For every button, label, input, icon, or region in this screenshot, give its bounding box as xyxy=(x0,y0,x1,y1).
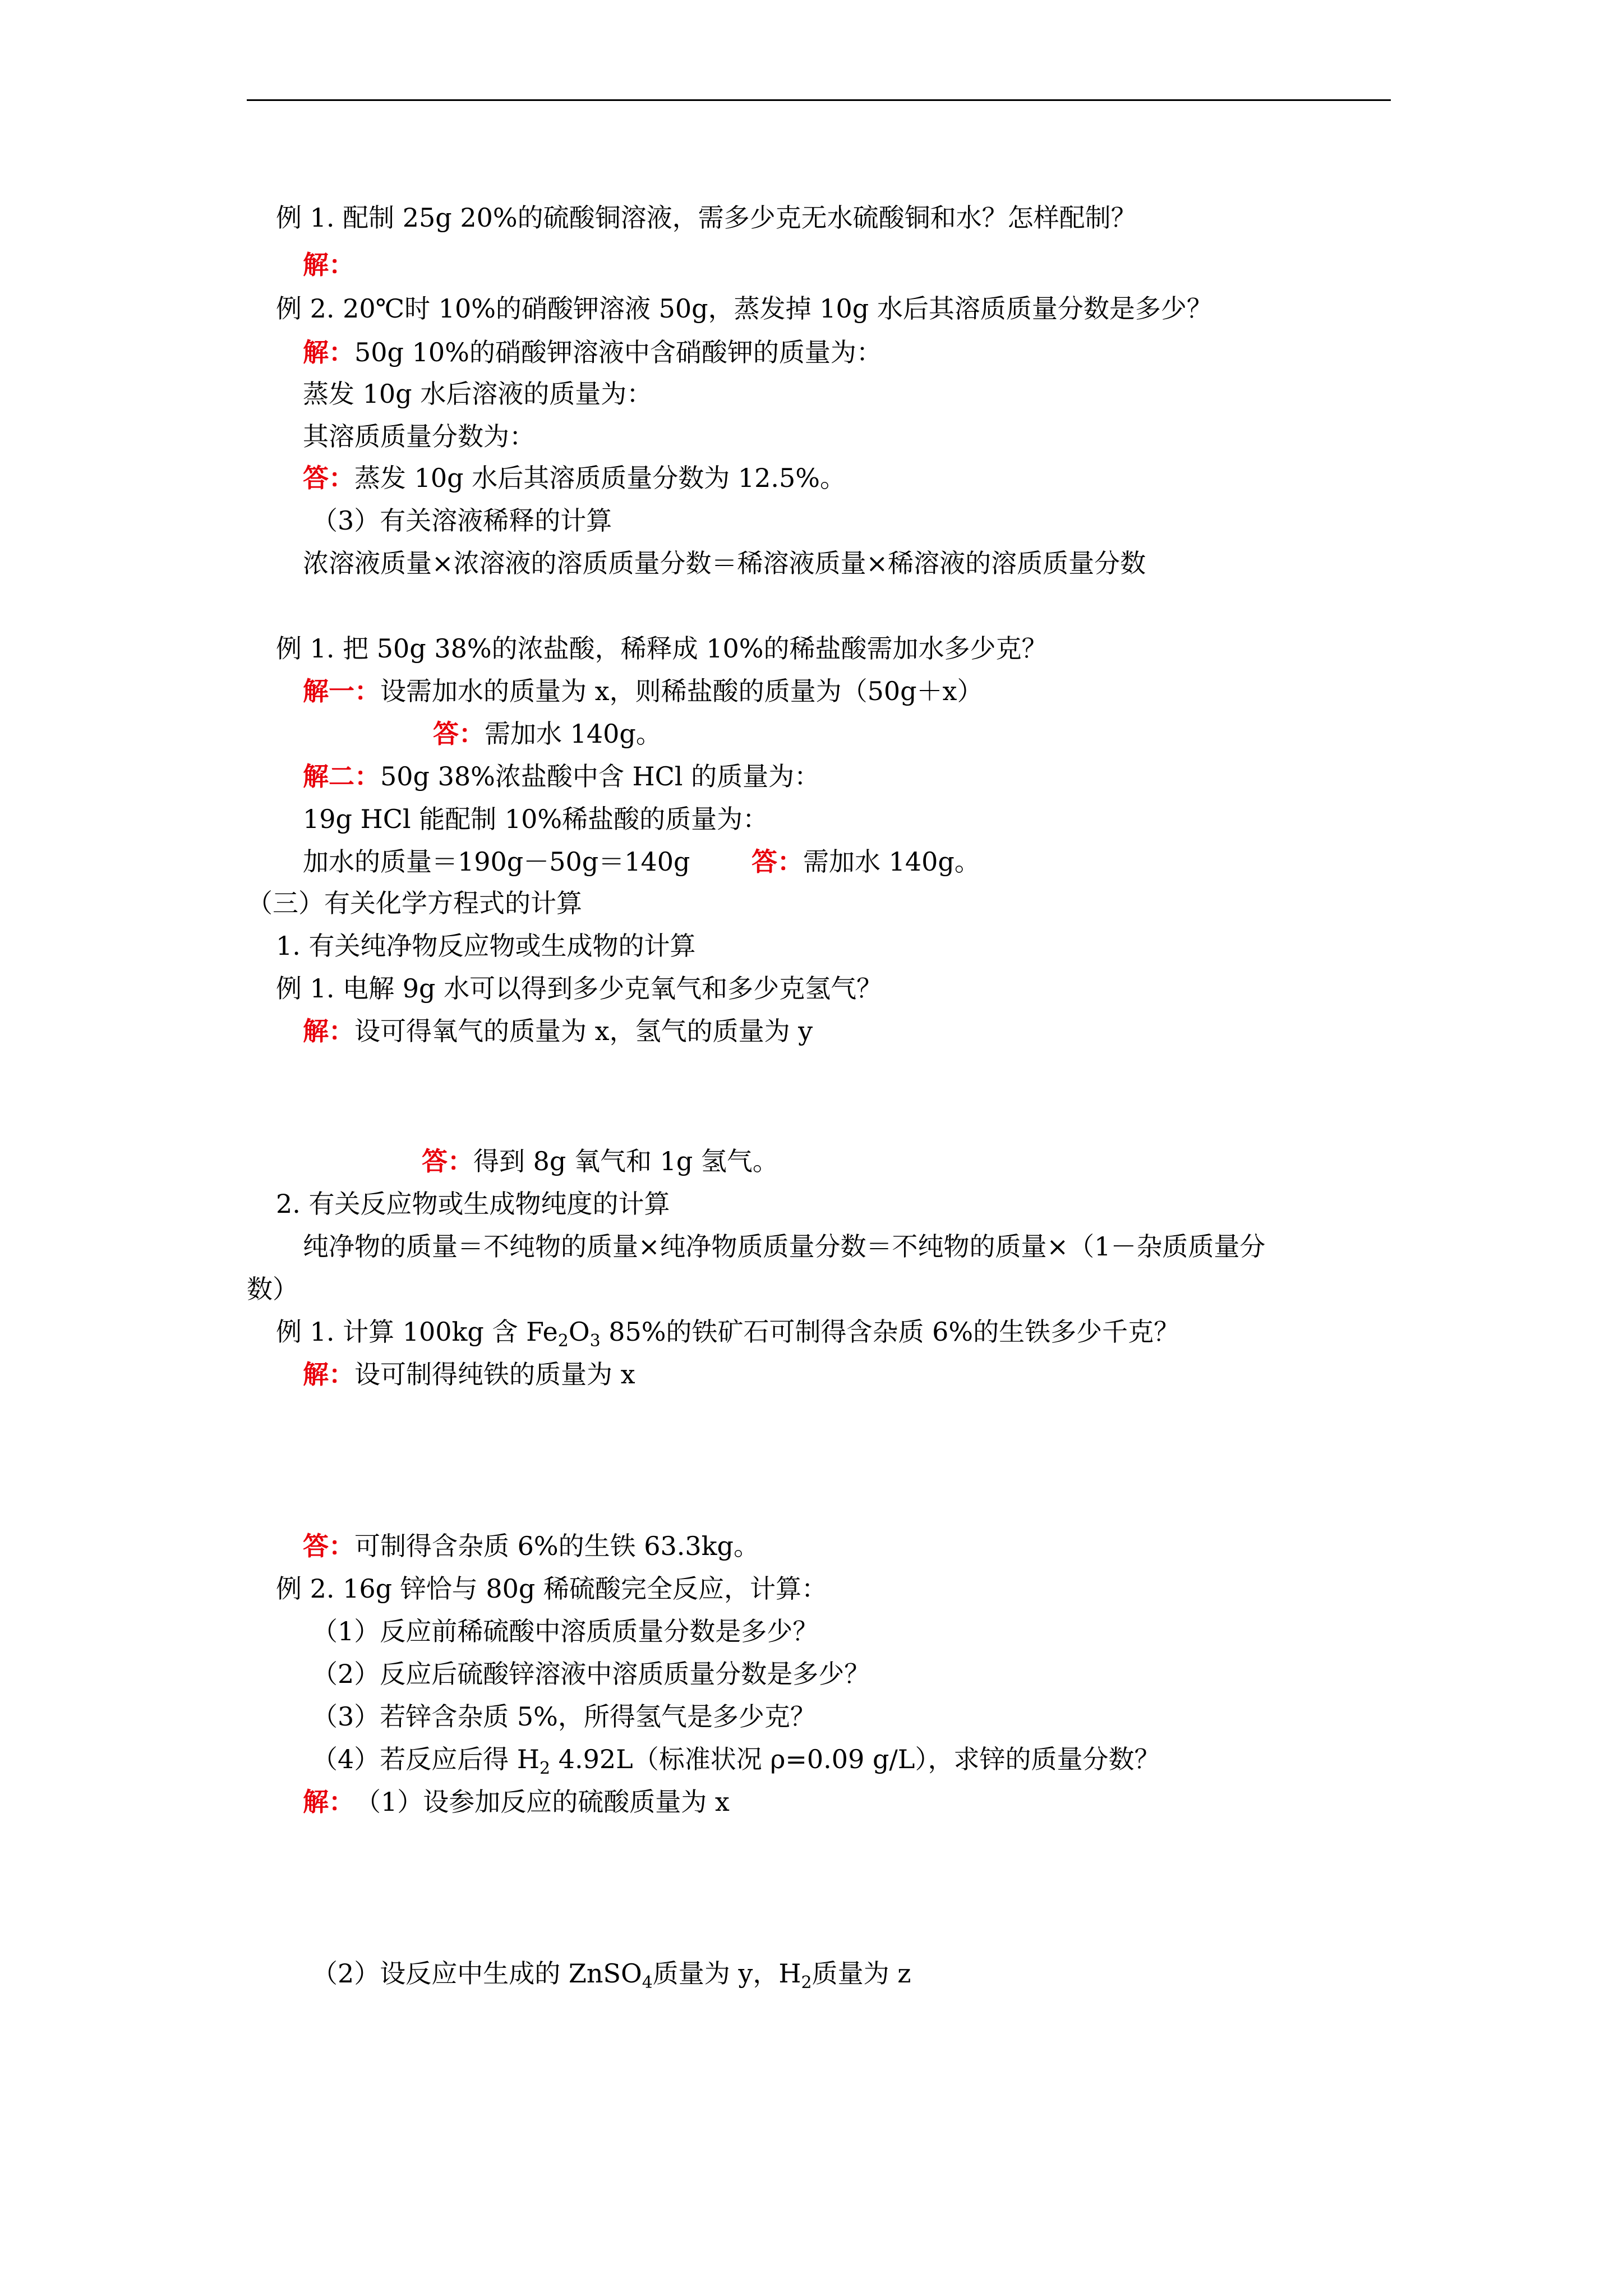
answer-label: 答： xyxy=(433,719,485,749)
answer-text: 需加水 140g。 xyxy=(485,719,662,749)
subscript: 2 xyxy=(801,1973,812,1993)
solution-label: 解： xyxy=(303,1016,354,1046)
text-line: 其溶质质量分数为： xyxy=(303,421,535,452)
subscript: 2 xyxy=(540,1759,551,1778)
solution-line xyxy=(303,1014,813,1048)
answer-line xyxy=(433,717,662,751)
subsection-heading: 1. 有关纯净物反应物或生成物的计算 xyxy=(276,931,696,961)
question-text: 例 1. 计算 100kg 含 Fe xyxy=(276,1317,558,1347)
answer-line xyxy=(751,845,980,878)
solution-line xyxy=(312,1957,911,1993)
subscript: 3 xyxy=(589,1331,601,1351)
solution-line xyxy=(303,760,820,793)
example-1-question: 例 1. 电解 9g 水可以得到多少克氧气和多少克氢气？ xyxy=(276,973,883,1004)
solution-line xyxy=(303,1358,635,1391)
example-1-question: 例 1. 配制 25g 20%的硫酸铜溶液，需多少克无水硫酸铜和水？怎样配制？ xyxy=(276,203,1137,233)
solution-text: 质量为 z xyxy=(811,1958,911,1989)
example-1-question: 例 1. 把 50g 38%的浓盐酸，稀释成 10%的稀盐酸需加水多少克？ xyxy=(276,633,1048,664)
answer-line xyxy=(303,1529,759,1563)
subscript: 4 xyxy=(642,1973,653,1993)
solution-label: 解二： xyxy=(303,761,380,792)
solution-label: 解： xyxy=(303,1787,354,1817)
solution-text: 50g 38%浓盐酸中含 HCl 的质量为： xyxy=(380,761,820,792)
solution-text: 设可得氧气的质量为 x，氢气的质量为 y xyxy=(354,1016,813,1046)
question-text: （4）若反应后得 H xyxy=(312,1744,540,1774)
solution-line xyxy=(303,248,354,282)
example-2-question: 例 2. 20℃时 10%的硝酸钾溶液 50g，蒸发掉 10g 水后其溶质质量分数是多少？ xyxy=(276,293,1212,324)
section-heading: （三）有关化学方程式的计算 xyxy=(247,888,582,918)
question-part: （2）反应后硫酸锌溶液中溶质质量分数是多少？ xyxy=(312,1659,870,1689)
solution-line xyxy=(303,335,882,369)
answer-label: 答： xyxy=(751,846,803,877)
solution-text: 50g 10%的硝酸钾溶液中含硝酸钾的质量为： xyxy=(354,337,882,367)
text-line: 加水的质量＝190g－50g＝140g xyxy=(303,846,690,877)
purity-formula: 纯净物的质量＝不纯物的质量×纯净物质质量分数＝不纯物的质量×（1－杂质质量分 xyxy=(303,1231,1266,1262)
subsection-heading: （3）有关溶液稀释的计算 xyxy=(312,505,612,536)
answer-label: 答： xyxy=(422,1146,473,1176)
solution-text: 设需加水的质量为 x，则稀盐酸的质量为（50g＋x） xyxy=(380,676,983,706)
question-text: O xyxy=(568,1317,590,1347)
solution-text: 设可制得纯铁的质量为 x xyxy=(354,1359,635,1389)
solution-line xyxy=(303,1785,730,1819)
answer-text: 蒸发 10g 水后其溶质质量分数为 12.5%。 xyxy=(354,463,846,493)
answer-label: 答： xyxy=(303,1531,354,1561)
question-part: （1）反应前稀硫酸中溶质质量分数是多少？ xyxy=(312,1616,819,1646)
text-line: 19g HCl 能配制 10%稀盐酸的质量为： xyxy=(303,804,769,834)
example-2-question: 例 2. 16g 锌恰与 80g 稀硫酸完全反应，计算： xyxy=(276,1573,827,1604)
answer-line xyxy=(303,461,846,495)
solution-label: 解一： xyxy=(303,676,380,706)
solution-label: 解： xyxy=(303,250,354,280)
solution-label: 解： xyxy=(303,1359,354,1389)
answer-label: 答： xyxy=(303,463,354,493)
answer-text: 可制得含杂质 6%的生铁 63.3kg。 xyxy=(354,1531,759,1561)
solution-line xyxy=(303,674,983,708)
solution-label: 解： xyxy=(303,337,354,367)
example-1-question xyxy=(276,1315,1179,1349)
solution-text: （2）设反应中生成的 ZnSO xyxy=(312,1958,642,1989)
answer-text: 需加水 140g。 xyxy=(803,846,980,877)
question-text: 85%的铁矿石可制得含杂质 6%的生铁多少千克？ xyxy=(600,1317,1180,1347)
question-part xyxy=(312,1742,1160,1776)
question-text: 4.92L（标准状况 ρ=0.09 g/L），求锌的质量分数？ xyxy=(550,1744,1160,1774)
purity-formula-continued: 数） xyxy=(247,1274,298,1304)
answer-line xyxy=(422,1144,778,1178)
answer-text: 得到 8g 氧气和 1g 氢气。 xyxy=(473,1146,778,1176)
solution-text: 质量为 y，H xyxy=(652,1958,801,1989)
subsection-heading: 2. 有关反应物或生成物纯度的计算 xyxy=(276,1189,670,1219)
solution-text: （1）设参加反应的硫酸质量为 x xyxy=(368,1787,730,1817)
text-line: 蒸发 10g 水后溶液的质量为： xyxy=(303,379,653,409)
subscript: 2 xyxy=(557,1331,569,1351)
dilution-formula: 浓溶液质量×浓溶液的溶质质量分数＝稀溶液质量×稀溶液的溶质质量分数 xyxy=(303,548,1146,578)
question-part: （3）若锌含杂质 5%，所得氢气是多少克？ xyxy=(312,1701,816,1732)
header-rule xyxy=(247,99,1391,101)
